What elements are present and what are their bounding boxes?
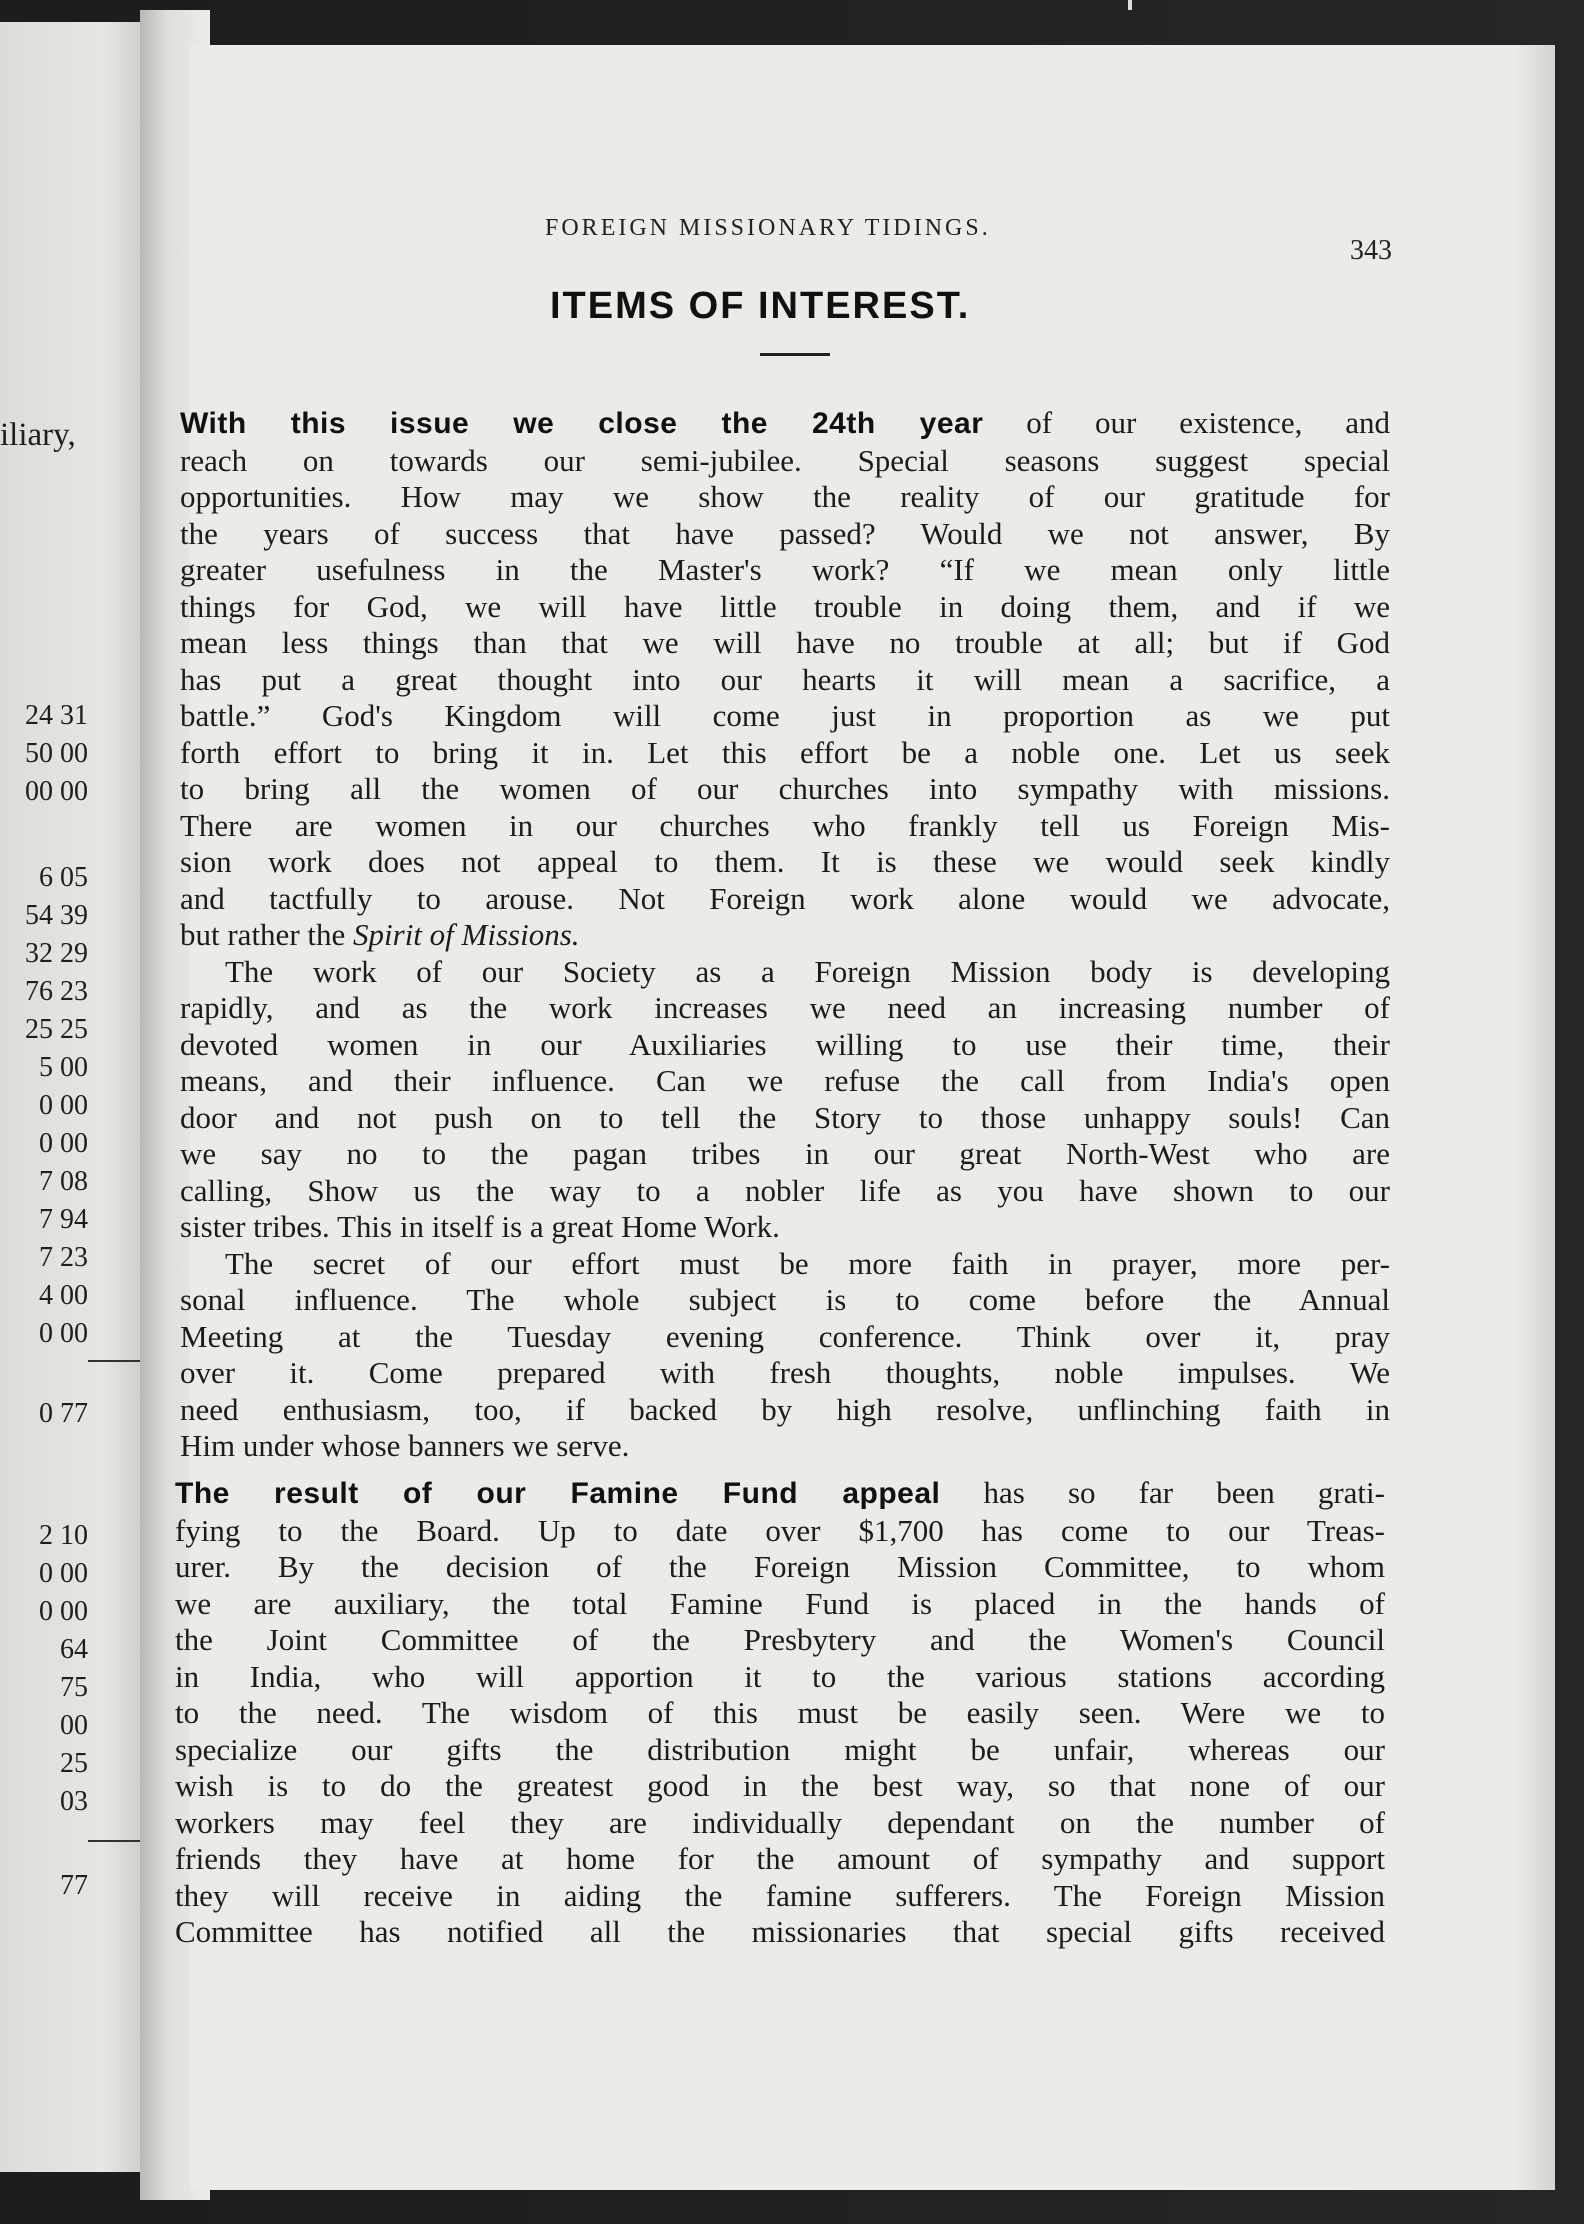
left-page-number: 03 bbox=[60, 1786, 88, 1817]
left-page-number: 75 bbox=[60, 1672, 88, 1703]
left-page-number: 64 bbox=[60, 1634, 88, 1665]
running-head: FOREIGN MISSIONARY TIDINGS. bbox=[545, 215, 991, 241]
article-line: specialize our gifts the distribution might be unfair, whereas our bbox=[175, 1731, 1385, 1767]
left-page-number: 7 23 bbox=[39, 1242, 88, 1273]
article-line: forth effort to bring it in. Let this effort be a noble one. Let us seek bbox=[180, 734, 1390, 770]
paragraph-line: rapidly, and as the work increases we need an increasing number of bbox=[180, 990, 1390, 1025]
paragraph-line: Him under whose banners we serve. bbox=[180, 1428, 630, 1463]
article-line: reach on towards our semi-jubilee. Special seasons suggest special bbox=[180, 442, 1390, 478]
left-page-number: 5 00 bbox=[39, 1052, 88, 1083]
registration-mark bbox=[1128, 0, 1132, 10]
article-line-prefix: but rather the bbox=[180, 917, 354, 952]
article-line: things for God, we will have little trouble in doing them, and if we bbox=[180, 588, 1390, 624]
article-line: we are auxiliary, the total Famine Fund is placed in the hands of bbox=[175, 1585, 1385, 1621]
title-rule bbox=[760, 353, 830, 356]
paragraph-line: over it. Come prepared with fresh thoughts, noble impulses. We bbox=[180, 1355, 1390, 1390]
section-title: ITEMS OF INTEREST. bbox=[550, 285, 971, 327]
paragraph-line: calling, Show us the way to a nobler life as you have shown to our bbox=[180, 1172, 1390, 1208]
paragraph-line: need enthusiasm, too, if backed by high resolve, unflinching faith in bbox=[180, 1391, 1390, 1427]
article-line: opportunities. How may we show the reality of our gratitude for bbox=[180, 479, 1390, 514]
paragraph-line: door and not push on to tell the Story to those unhappy souls! Can bbox=[180, 1099, 1390, 1135]
article-line: the years of success that have passed? Would we not answer, By bbox=[180, 515, 1390, 551]
article-line: sion work does not appeal to them. It is these we would seek kindly bbox=[180, 844, 1390, 879]
paragraph-line: The secret of our effort must be more faith in prayer, more per- bbox=[225, 1245, 1390, 1281]
left-page-number: 4 00 bbox=[39, 1280, 88, 1311]
article-line: fying to the Board. Up to date over $1,700 has come to our Treas- bbox=[175, 1512, 1385, 1548]
left-page-number: 0 00 bbox=[39, 1090, 88, 1121]
left-page-total-rule bbox=[88, 1840, 148, 1842]
paragraph-line: The work of our Society as a Foreign Mission body is developing bbox=[225, 953, 1390, 989]
article-line: friends they have at home for the amount of sympathy and support bbox=[175, 1841, 1385, 1876]
left-page-number: 2 10 bbox=[39, 1520, 88, 1551]
article-line: and tactfully to arouse. Not Foreign work alone would we advocate, bbox=[180, 880, 1390, 916]
article-line: Committee has notified all the missionaries that special gifts received bbox=[175, 1914, 1385, 1949]
article-italic-phrase: Spirit of Missions. bbox=[353, 917, 580, 952]
page bbox=[175, 45, 1555, 2190]
left-page-number: 24 31 bbox=[25, 700, 88, 731]
article-lead: The result of our Famine Fund appeal bbox=[175, 1477, 941, 1510]
left-page-number: 25 bbox=[60, 1748, 88, 1779]
article-line: workers may feel they are individually dependant on the number of bbox=[175, 1804, 1385, 1840]
article-line bbox=[180, 917, 1390, 954]
previous-page-strip bbox=[0, 22, 150, 2172]
paragraph-line: devoted women in our Auxiliaries willing to use their time, their bbox=[180, 1026, 1390, 1062]
left-page-word: iliary, bbox=[0, 417, 76, 453]
article-line: of our existence, and bbox=[983, 405, 1390, 440]
left-page-number: 0 00 bbox=[39, 1596, 88, 1627]
left-page-number: 7 94 bbox=[39, 1204, 88, 1235]
page-number: 343 bbox=[1350, 235, 1392, 266]
left-page-number: 6 05 bbox=[39, 862, 88, 893]
article-line: in India, who will apportion it to the various stations according bbox=[175, 1658, 1385, 1694]
left-page-number: 0 77 bbox=[39, 1398, 88, 1429]
left-page-number: 77 bbox=[60, 1870, 88, 1901]
article-first-line bbox=[180, 405, 1390, 443]
article-line: has put a great thought into our hearts it will mean a sacrifice, a bbox=[180, 661, 1390, 697]
article-line: the Joint Committee of the Presbytery and the Women's Council bbox=[175, 1622, 1385, 1657]
paragraph-line: we say no to the pagan tribes in our great North-West who are bbox=[180, 1136, 1390, 1171]
left-page-number: 25 25 bbox=[25, 1014, 88, 1045]
article-line: urer. By the decision of the Foreign Mission Committee, to whom bbox=[175, 1549, 1385, 1584]
paragraph-line: sister tribes. This in itself is a great Home Work. bbox=[180, 1209, 780, 1244]
left-page-number: 0 00 bbox=[39, 1128, 88, 1159]
article-volume-close bbox=[180, 405, 1390, 1465]
article-line: wish is to do the greatest good in the best way, so that none of our bbox=[175, 1768, 1385, 1803]
article-line: greater usefulness in the Master's work? “If we mean only little bbox=[180, 552, 1390, 587]
left-page-number: 00 bbox=[60, 1710, 88, 1741]
left-page-number: 00 00 bbox=[25, 776, 88, 807]
left-page-number: 0 00 bbox=[39, 1558, 88, 1589]
left-page-number-column bbox=[0, 22, 88, 2172]
paragraph-line: Meeting at the Tuesday evening conference. Think over it, pray bbox=[180, 1318, 1390, 1354]
article-lead: With this issue we close the 24th year bbox=[180, 407, 984, 440]
article-line: mean less things than that we will have no trouble at all; but if God bbox=[180, 625, 1390, 660]
article-first-line bbox=[175, 1475, 1385, 1513]
article-line: There are women in our churches who frankly tell us Foreign Mis- bbox=[180, 807, 1390, 843]
left-page-number: 7 08 bbox=[39, 1166, 88, 1197]
paragraph-line: means, and their influence. Can we refuse the call from India's open bbox=[180, 1063, 1390, 1098]
left-page-number: 76 23 bbox=[25, 976, 88, 1007]
left-page-number: 54 39 bbox=[25, 900, 88, 931]
article-famine-fund bbox=[175, 1475, 1385, 1951]
left-page-number: 0 00 bbox=[39, 1318, 88, 1349]
article-line: has so far been grati- bbox=[940, 1475, 1385, 1510]
article-line: to bring all the women of our churches into sympathy with missions. bbox=[180, 771, 1390, 806]
left-page-number: 50 00 bbox=[25, 738, 88, 769]
article-line: they will receive in aiding the famine sufferers. The Foreign Mission bbox=[175, 1877, 1385, 1913]
paragraph-line: sonal influence. The whole subject is to come before the Annual bbox=[180, 1282, 1390, 1317]
left-page-number: 32 29 bbox=[25, 938, 88, 969]
article-line: to the need. The wisdom of this must be easily seen. Were we to bbox=[175, 1695, 1385, 1730]
article-line: battle.” God's Kingdom will come just in proportion as we put bbox=[180, 698, 1390, 733]
left-page-total-rule bbox=[88, 1360, 148, 1362]
page-edge-shade bbox=[1515, 45, 1555, 2190]
